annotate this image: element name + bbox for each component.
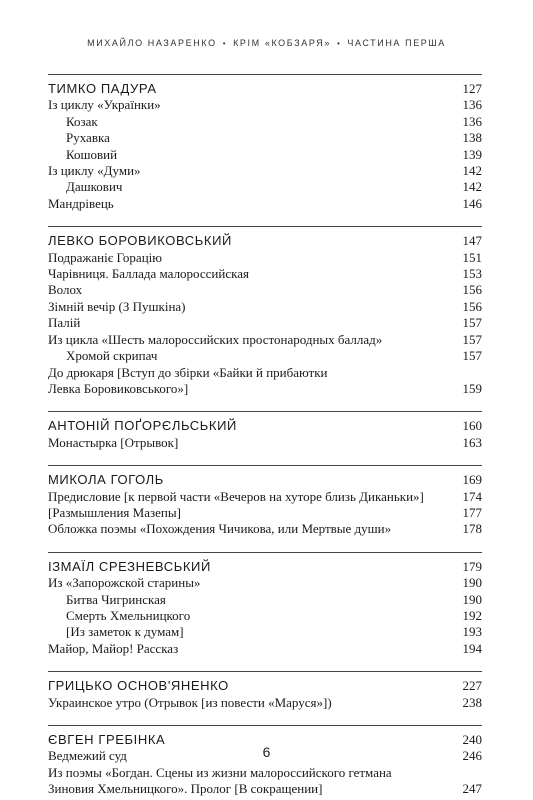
entry-page: 156 — [462, 298, 482, 314]
entry-title: Из поэмы «Богдан. Сцены из жизни малороссийского гетмана — [48, 764, 392, 780]
entry-page: 160 — [462, 418, 482, 434]
entry-title: Обложка поэмы «Похождения Чичикова, или Мертвые души» — [48, 521, 392, 537]
entry-title: Из цикла «Шесть малороссийских простонародных баллад» — [48, 331, 383, 347]
header-title: КРІМ «КОБЗАРЯ» — [233, 38, 331, 48]
entry-title: Зімній вечір (З Пушкіна) — [48, 298, 186, 314]
toc-entry — [48, 97, 482, 113]
entry-title: Монастырка [Отрывок] — [48, 434, 179, 450]
toc-entry — [48, 608, 482, 624]
table-of-contents — [48, 74, 482, 798]
entry-title: Зиновия Хмельницкого». Пролог [В сокращении] — [48, 781, 323, 797]
toc-section — [48, 552, 482, 657]
toc-section — [48, 465, 482, 538]
section-divider — [48, 411, 482, 412]
toc-entry — [48, 575, 482, 591]
entry-page: 193 — [462, 624, 482, 640]
entry-title: Дашкович — [66, 179, 123, 195]
header-author: МИХАЙЛО НАЗАРЕНКО — [87, 38, 217, 48]
section-divider — [48, 74, 482, 75]
toc-entry — [48, 695, 482, 711]
entry-title: ЄВГЕН ГРЕБІНКА — [48, 732, 166, 747]
section-divider — [48, 465, 482, 466]
entry-title: Палій — [48, 315, 81, 331]
section-divider — [48, 226, 482, 227]
author-heading — [48, 472, 482, 488]
author-heading — [48, 81, 482, 97]
page-number: 6 — [262, 744, 271, 760]
toc-entry — [48, 435, 482, 451]
entry-page: 247 — [462, 781, 482, 797]
entry-page: 151 — [462, 249, 482, 265]
entry-title: ЛЕВКО БОРОВИКОВСЬКИЙ — [48, 233, 232, 249]
entry-title: Предисловие [к первой части «Вечеров на хуторе близь Диканьки»] — [48, 488, 424, 504]
entry-title: Ведмежий суд — [48, 748, 127, 764]
entry-page: 138 — [462, 130, 482, 146]
toc-entry — [48, 266, 482, 282]
entry-title: ТИМКО ПАДУРА — [48, 81, 157, 96]
entry-title: Кошовий — [66, 146, 118, 162]
entry-page: 227 — [462, 678, 482, 694]
toc-entry — [48, 299, 482, 315]
entry-page: 136 — [462, 97, 482, 113]
entry-page: 139 — [462, 146, 482, 162]
toc-entry — [48, 765, 482, 781]
section-divider — [48, 552, 482, 553]
entry-page: 190 — [462, 575, 482, 591]
entry-page: 192 — [462, 607, 482, 623]
toc-entry — [48, 592, 482, 608]
entry-title: [Размышления Мазепы] — [48, 504, 181, 520]
toc-entry — [48, 332, 482, 348]
entry-title: Из «Запорожской старины» — [48, 575, 201, 591]
toc-entry — [48, 130, 482, 146]
entry-page: 156 — [462, 282, 482, 298]
entry-title: Волох — [48, 282, 83, 298]
toc-entry — [48, 179, 482, 195]
entry-title: ІЗМАЇЛ СРЕЗНЕВСЬКИЙ — [48, 558, 211, 574]
entry-page: 178 — [462, 521, 482, 537]
toc-entry — [48, 348, 482, 364]
section-divider — [48, 725, 482, 726]
entry-title: Чарівниця. Баллада малороссийская — [48, 266, 249, 282]
toc-entry — [48, 641, 482, 657]
toc-section — [48, 411, 482, 451]
entry-page: 174 — [462, 488, 482, 504]
entry-title: Левка Боровиковського»] — [48, 380, 189, 396]
author-heading — [48, 678, 482, 694]
entry-title: Смерть Хмельницкого — [66, 607, 191, 623]
entry-title: ГРИЦЬКО ОСНОВ'ЯНЕНКО — [48, 678, 229, 694]
entry-page: 147 — [462, 233, 482, 249]
entry-page: 157 — [462, 315, 482, 331]
header-separator: • — [222, 39, 228, 48]
header-part: ЧАСТИНА ПЕРША — [347, 38, 446, 48]
toc-entry — [48, 381, 482, 397]
entry-title: АНТОНІЙ ПОҐОРЄЛЬСЬКИЙ — [48, 418, 237, 434]
entry-title: Подражаніє Горацію — [48, 249, 162, 265]
entry-title: Із циклу «Думи» — [48, 163, 141, 179]
entry-title: Козак — [66, 113, 98, 129]
entry-page: 157 — [462, 348, 482, 364]
author-heading — [48, 418, 482, 434]
entry-title: Із циклу «Українки» — [48, 97, 161, 113]
entry-page: 177 — [462, 504, 482, 520]
entry-page: 169 — [462, 472, 482, 488]
entry-page: 194 — [462, 640, 482, 656]
toc-section — [48, 671, 482, 711]
toc-entry — [48, 365, 482, 381]
running-header — [0, 38, 533, 48]
toc-entry — [48, 489, 482, 505]
toc-entry — [48, 250, 482, 266]
entry-page: 153 — [462, 266, 482, 282]
entry-page: 246 — [462, 748, 482, 764]
entry-page: 142 — [462, 163, 482, 179]
entry-title: Украинское утро (Отрывок [из повести «Маруся»]) — [48, 694, 332, 710]
toc-entry — [48, 521, 482, 537]
entry-page: 179 — [462, 558, 482, 574]
toc-section — [48, 725, 482, 798]
toc-entry — [48, 781, 482, 797]
toc-entry — [48, 114, 482, 130]
entry-page: 136 — [462, 113, 482, 129]
entry-title: Хромой скрипач — [66, 348, 158, 364]
entry-page: 157 — [462, 331, 482, 347]
toc-entry — [48, 147, 482, 163]
entry-page: 146 — [462, 195, 482, 211]
author-heading — [48, 233, 482, 249]
entry-page: 240 — [462, 732, 482, 747]
entry-title: До дрюкаря [Вступ до збірки «Байки й прибаютки — [48, 364, 328, 380]
entry-page: 159 — [462, 380, 482, 396]
entry-page: 163 — [462, 434, 482, 450]
entry-page: 238 — [462, 694, 482, 710]
entry-title: Рухавка — [66, 130, 110, 146]
entry-page: 142 — [462, 179, 482, 195]
section-divider — [48, 671, 482, 672]
entry-page: 127 — [462, 81, 482, 96]
toc-section — [48, 226, 482, 397]
entry-title: Битва Чигринская — [66, 591, 166, 607]
header-separator: • — [336, 39, 342, 48]
toc-entry — [48, 624, 482, 640]
toc-section — [48, 74, 482, 212]
entry-title: МИКОЛА ГОГОЛЬ — [48, 472, 164, 488]
author-heading — [48, 559, 482, 575]
toc-entry — [48, 196, 482, 212]
entry-title: [Из заметок к думам] — [66, 624, 184, 640]
entry-page: 190 — [462, 591, 482, 607]
entry-title: Мандрівець — [48, 195, 114, 211]
toc-entry — [48, 315, 482, 331]
entry-title: Майор, Майор! Рассказ — [48, 640, 179, 656]
toc-entry — [48, 505, 482, 521]
toc-entry — [48, 163, 482, 179]
toc-entry — [48, 282, 482, 298]
